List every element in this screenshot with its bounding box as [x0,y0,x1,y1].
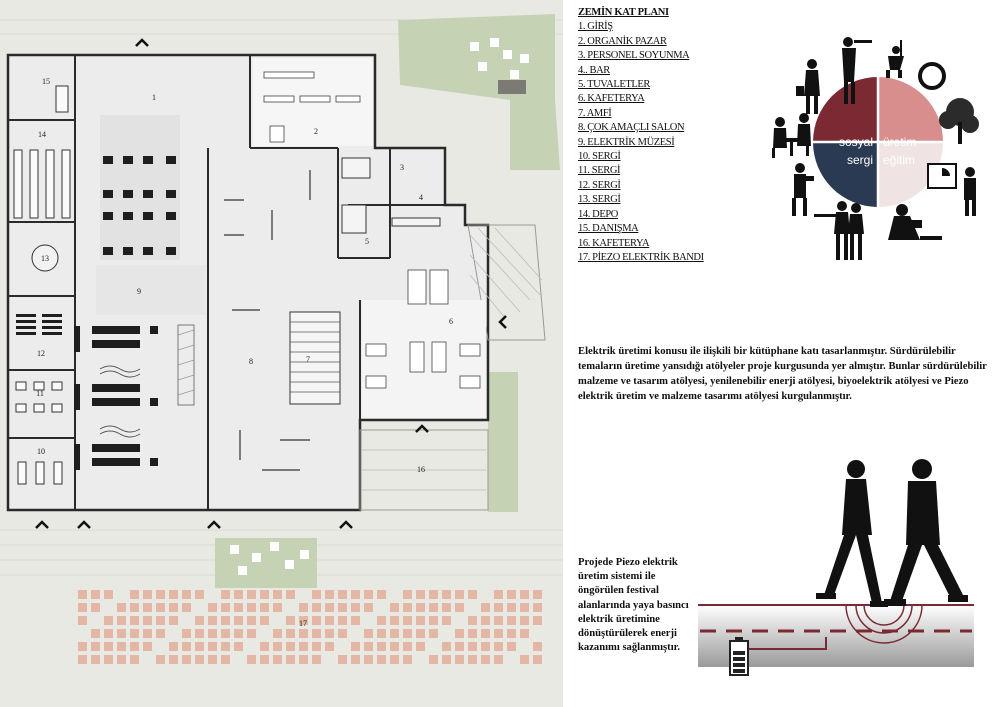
piezo-tile [416,603,425,612]
piezo-tile [260,642,269,651]
legend-item: 2. ORGANİK PAZAR [578,35,667,47]
piezo-tile [390,603,399,612]
presentation-board-icon [928,164,976,216]
piezo-tile [286,655,295,664]
room-15-desk [56,86,68,112]
piezo-tile [195,616,204,625]
piezo-tile [533,590,542,599]
piezo-tile [273,603,282,612]
piezo-tile [169,642,178,651]
piezo-tile [247,590,256,599]
piezo-tile [104,655,113,664]
piezo-tile [520,603,529,612]
battery-icon [730,637,748,675]
piezo-tile [156,616,165,625]
room-label-17: 17 [299,619,307,628]
piezo-tile [403,590,412,599]
room-label-9: 9 [137,287,141,296]
piezo-tile [156,603,165,612]
amphitheater-steps [290,312,340,404]
piezo-tile [468,616,477,625]
piezo-tile [221,616,230,625]
room-label-6: 6 [449,317,453,326]
piezo-tile [351,655,360,664]
piezo-tile [455,603,464,612]
piezo-tile [234,590,243,599]
piezo-tile [364,603,373,612]
piezo-tile [442,603,451,612]
piezo-tile [351,616,360,625]
piezo-tile [455,590,464,599]
room-label-2: 2 [314,127,318,136]
piezo-tile [286,629,295,638]
legend-item: 8. ÇOK AMAÇLI SALON [578,122,685,134]
piezo-tile [533,655,542,664]
legend-item: 10. SERGİ [578,151,621,163]
piezo-tile [299,655,308,664]
piezo-tile [104,629,113,638]
legend-item: 16. KAFETERYA [578,237,650,249]
legend-item: 5. TUVALETLER [578,79,650,91]
piezo-tile [377,642,386,651]
piezo-walking-illustration [696,455,976,685]
piezo-tile [403,629,412,638]
piezo-tile [533,642,542,651]
piezo-tile [169,616,178,625]
piezo-tile [494,642,503,651]
piezo-tile [494,629,503,638]
piezo-tile [286,616,295,625]
piezo-tile [455,655,464,664]
piezo-tile [208,629,217,638]
room-label-5: 5 [365,237,369,246]
piezo-tile [520,655,529,664]
piezo-tile [377,655,386,664]
piezo-tile [338,590,347,599]
piezo-tile [416,616,425,625]
piezo-tile [247,655,256,664]
piezo-tile [507,603,516,612]
piezo-tile [182,603,191,612]
piezo-tile [442,590,451,599]
piezo-tile [130,590,139,599]
legend-item: 6. KAFETERYA [578,93,645,105]
piezo-tile [468,590,477,599]
legend-list [578,20,758,265]
room-label-3: 3 [400,163,404,172]
piezo-tile [221,642,230,651]
legend-item: 13. SERGİ [578,194,621,206]
piezo-tile [312,642,321,651]
piezo-tile [286,642,295,651]
legend-item: 17. PİEZO ELEKTRİK BANDI [578,251,704,263]
piezo-tile [364,642,373,651]
gardener-icon [886,40,904,78]
piezo-tile [390,655,399,664]
piezo-tile [338,629,347,638]
piezo-tile [234,642,243,651]
piezo-tile [468,655,477,664]
piezo-tile [143,590,152,599]
piezo-tile [299,629,308,638]
legend-item: 14. DEPO [578,208,618,220]
piezo-tile [169,655,178,664]
pie-label-sergi: sergi [846,153,873,167]
piezo-tile [91,655,100,664]
piezo-tile [312,629,321,638]
shopper-icon [796,59,820,114]
piezo-tile [130,603,139,612]
piezo-tile [195,655,204,664]
piezo-tile [156,629,165,638]
legend-item: 12. SERGİ [578,179,621,191]
room-label-16: 16 [417,465,425,474]
legend-item: 7. AMFİ [578,107,612,119]
room-label-14: 14 [38,130,46,139]
piezo-tile [130,616,139,625]
piezo-tile [507,629,516,638]
piezo-tile [325,603,334,612]
piezo-tile [208,603,217,612]
exhibit-zone [100,115,180,260]
piezo-tile [234,616,243,625]
visitors-pointing-icon [814,201,864,260]
piezo-tile [364,655,373,664]
piezo-tile [351,642,360,651]
piezo-tile [195,590,204,599]
piezo-tile [273,629,282,638]
woman-walking-icon [816,460,888,607]
piezo-tile [273,642,282,651]
piezo-tile [117,642,126,651]
photographer-icon [792,163,814,216]
piezo-tile [286,590,295,599]
room-10-panels [18,462,62,484]
piezo-tile [299,642,308,651]
recycle-icon [920,64,944,88]
piezo-tile [429,603,438,612]
piezo-tile [78,642,87,651]
piezo-tile [403,616,412,625]
piezo-tile [195,642,204,651]
piezo-tile [338,603,347,612]
piezo-tile [390,629,399,638]
piezo-tile [117,616,126,625]
legend-item: 4.. BAR [578,64,610,76]
piezo-tile [104,642,113,651]
piezo-tile [429,629,438,638]
piezo-tile [130,642,139,651]
piezo-tile [494,603,503,612]
piezo-tile [520,629,529,638]
piezo-tile [364,629,373,638]
piezo-tile [507,590,516,599]
museum-zone [96,265,206,315]
piezo-tile [416,642,425,651]
piezo-tile [520,590,529,599]
piezo-tile [403,655,412,664]
site-bench [498,80,526,94]
legend-item: 11. SERGİ [578,165,621,177]
piezo-tile [221,590,230,599]
piezo-tile [507,642,516,651]
piezo-tile [299,603,308,612]
piezo-tile [481,616,490,625]
piezo-tile [208,655,217,664]
piezo-tile [221,603,230,612]
piezo-tile [429,655,438,664]
people-at-table-icon [772,113,811,158]
piezo-tile [312,616,321,625]
piezo-tile [182,642,191,651]
piezo-tile [143,629,152,638]
piezo-tile [182,655,191,664]
reader-icon [888,204,942,240]
pie-label-uretim: üretim [883,135,917,149]
piezo-tile [312,603,321,612]
piezo-tile [117,603,126,612]
piezo-tile [156,655,165,664]
program-pie-diagram [770,30,992,270]
piezo-tile [247,616,256,625]
room-label-12: 12 [37,349,45,358]
piezo-tile [169,590,178,599]
piezo-tile [338,616,347,625]
pie-label-egitim: eğitim [883,153,916,167]
piezo-tile [442,655,451,664]
pie-label-sosyal: sosyal [838,135,873,149]
room-label-1: 1 [152,93,156,102]
piezo-tile [143,616,152,625]
piezo-tile [325,590,334,599]
piezo-tile [78,603,87,612]
piezo-tile [442,642,451,651]
piezo-tile [468,642,477,651]
piezo-tile [390,642,399,651]
piezo-tile [403,603,412,612]
legend-title: ZEMİN KAT PLANI [578,7,669,18]
piezo-tile [325,642,334,651]
room-label-8: 8 [249,357,253,366]
piezo-tile [325,616,334,625]
piezo-tile [416,590,425,599]
piezo-tile [104,590,113,599]
piezo-tile [481,642,490,651]
piezo-tile [442,616,451,625]
piezo-tile [78,616,87,625]
piezo-tile [130,629,139,638]
pie-segment-sergi [813,142,878,207]
piezo-description: Projede Piezo elektrik üretim sistemi ile öngörülen festival alanlarında yaya basıncı elektrik üretimine dönüştürülerek enerji kazanımı sağlanmıştır. [578,557,689,654]
piezo-tile [377,616,386,625]
piezo-tile [91,629,100,638]
piezo-tile [494,590,503,599]
piezo-tile [260,590,269,599]
piezo-tile [208,616,217,625]
room-label-11: 11 [36,389,44,398]
piezo-tile [481,603,490,612]
piezo-tile [117,655,126,664]
piezo-tile [91,642,100,651]
legend-item: 3. PERSONEL SOYUNMA [578,50,690,62]
piezo-tile [182,590,191,599]
piezo-tile [533,603,542,612]
piezo-tile [455,642,464,651]
tree-icon [939,98,979,144]
piezo-tile [351,590,360,599]
piezo-tile [429,590,438,599]
green-strip-east [488,372,518,512]
piezo-tile [468,629,477,638]
piezo-tile [416,629,425,638]
piezo-tile [78,655,87,664]
piezo-tile [481,629,490,638]
piezo-tile [104,616,113,625]
piezo-tile [481,655,490,664]
room-label-7: 7 [306,355,310,364]
floor-plan-legend [578,6,758,265]
room-label-15: 15 [42,77,50,86]
room-label-4: 4 [419,193,423,202]
piezo-tile [273,655,282,664]
legend-item: 9. ELEKTRİK MÜZESİ [578,136,675,148]
piezo-tile [221,655,230,664]
piezo-tile [351,603,360,612]
piezo-tile [117,629,126,638]
piezo-tile [338,655,347,664]
project-description: Elektrik üretimi konusu ile ilişkili bir kütüphane katı tasarlanmıştır. Sürdürülebilir temaların üretime yansıdığı atölyeler proje kurgusunda yer almıştır. Bunlar sürdürülebilir malzeme ve tasarım atölyesi, yenilenebilir enerji atölyesi, biyoelektrik atölyesi ve Piezo elektrik üretim ve malzeme tasarımı atölyesi kurgulanmıştır. [578,346,987,402]
piezo-tile [494,616,503,625]
piezo-tile [143,603,152,612]
piezo-tile [182,629,191,638]
piezo-tile [130,655,139,664]
piezo-tile [169,603,178,612]
room-label-10: 10 [37,447,45,456]
piezo-tile [520,616,529,625]
legend-item: 1. GİRİŞ [578,21,613,33]
piezo-tile [247,629,256,638]
piezo-tile [195,629,204,638]
piezo-tile [403,642,412,651]
piezo-tile [260,655,269,664]
bar-counter [392,218,440,226]
piezo-tile [234,629,243,638]
piezo-tile [325,629,334,638]
piezo-tile [91,603,100,612]
piezo-tile [260,603,269,612]
piezo-tile [455,629,464,638]
piezo-tile [494,655,503,664]
piezo-tile [143,642,152,651]
piezo-tile [364,590,373,599]
piezo-tile [91,590,100,599]
piezo-tile [234,603,243,612]
piezo-tile [507,616,516,625]
piezo-tile [377,629,386,638]
piezo-tile [312,655,321,664]
piezo-tile [260,616,269,625]
piezo-tile [221,629,230,638]
piezo-tile [247,603,256,612]
man-walking-icon [884,459,968,606]
room-label-13: 13 [41,254,49,263]
piezo-tile [208,642,217,651]
piezo-tile [273,590,282,599]
piezo-tile [156,590,165,599]
piezo-tile [429,616,438,625]
legend-item: 15. DANIŞMA [578,223,639,235]
piezo-tile [312,590,321,599]
piezo-tile [390,616,399,625]
piezo-tile [78,590,87,599]
piezo-tile [377,590,386,599]
piezo-tile [533,616,542,625]
